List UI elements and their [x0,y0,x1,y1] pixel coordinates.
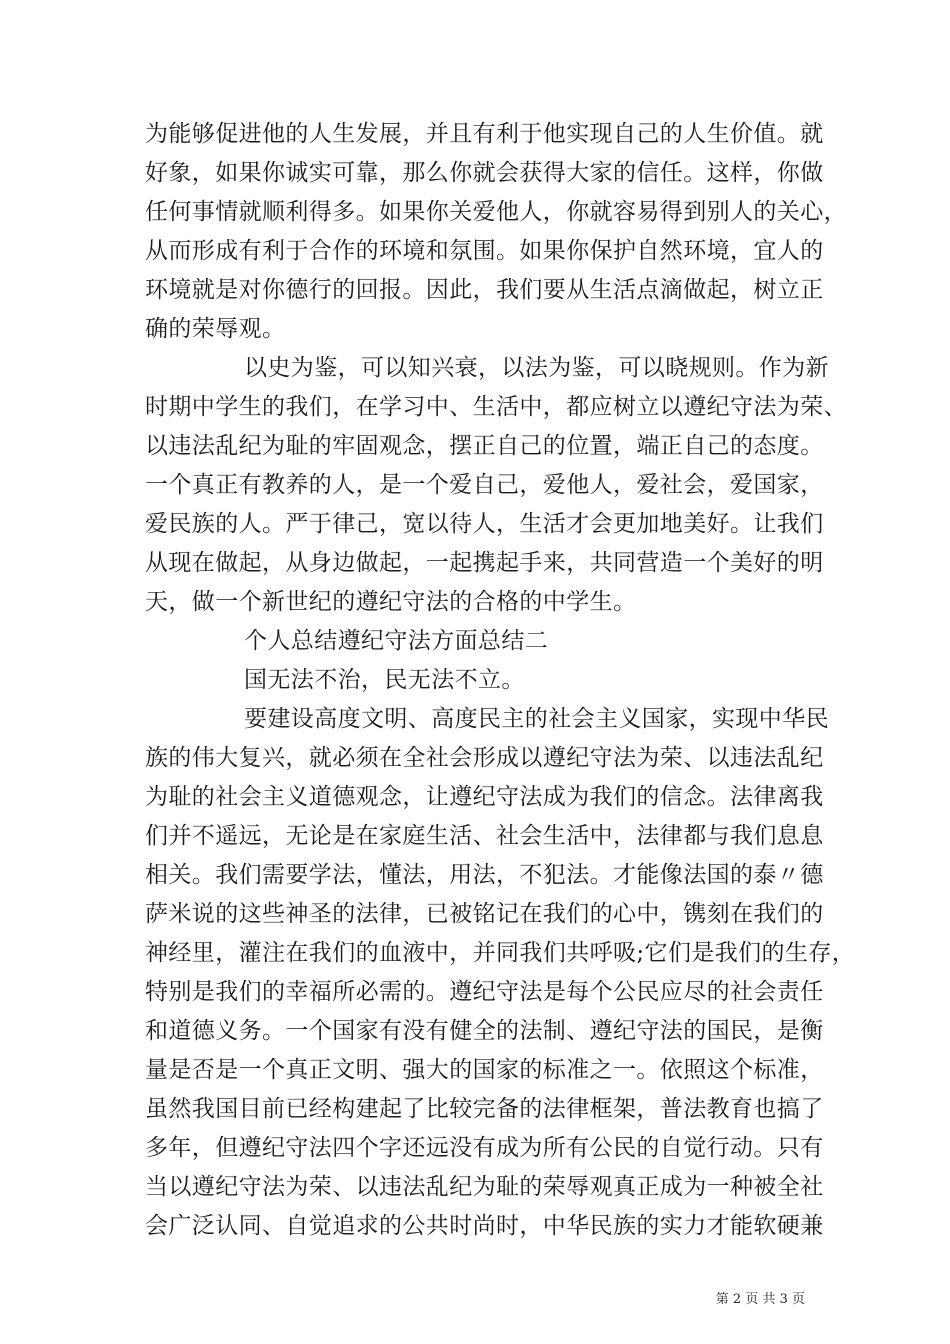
text-line: 从现在做起，从身边做起，一起携起手来，共同营造一个美好的明 [145,550,824,576]
text-line: 从而形成有利于合作的环境和氛围。如果你保护自然环境，宜人的 [145,238,824,264]
text-line: 相关。我们需要学法，懂法，用法，不犯法。才能像法国的泰〃德 [145,862,824,888]
page-number-footer: 第 2 页 共 3 页 [715,1292,805,1307]
text-line: 时期中学生的我们，在学习中、生活中，都应树立以遵纪守法为荣、 [145,394,847,420]
text-line: 萨米说的这些神圣的法律，已被铭记在我们的心中，镌刻在我们的 [145,901,824,927]
text-line: 神经里，灌注在我们的血液中，并同我们共呼吸;它们是我们的生存， [145,940,856,966]
text-line: 为能够促进他的人生发展，并且有利于他实现自己的人生价值。就 [145,121,824,147]
text-line: 以违法乱纪为耻的牢固观念，摆正自己的位置，端正自己的态度。 [145,433,824,459]
paragraph-start-line: 国无法不治，民无法不立。 [244,667,525,693]
text-line: 任何事情就顺利得多。如果你关爱他人，你就容易得到别人的关心， [145,199,847,225]
text-line: 天，做一个新世纪的遵纪守法的合格的中学生。 [145,589,637,615]
text-line: 一个真正有教养的人，是一个爱自己，爱他人，爱社会，爱国家， [145,472,824,498]
text-line: 们并不遥远，无论是在家庭生活、社会生活中，法律都与我们息息 [145,823,824,849]
section-heading: 个人总结遵纪守法方面总结二 [244,628,549,654]
paragraph-start-line: 以史为鉴，可以知兴衰，以法为鉴，可以晓规则。作为新 [244,355,829,381]
text-line: 确的荣辱观。 [145,316,286,342]
paragraph-start-line: 要建设高度文明、高度民主的社会主义国家，实现中华民 [244,706,829,732]
text-line: 特别是我们的幸福所必需的。遵纪守法是每个公民应尽的社会责任 [145,979,824,1005]
text-line: 为耻的社会主义道德观念，让遵纪守法成为我们的信念。法律离我 [145,784,824,810]
text-line: 会广泛认同、自觉追求的公共时尚时，中华民族的实力才能软硬兼 [145,1213,824,1239]
text-line: 虽然我国目前已经构建起了比较完备的法律框架，普法教育也搞了 [145,1096,824,1122]
text-line: 爱民族的人。严于律己，宽以待人，生活才会更加地美好。让我们 [145,511,824,537]
text-line: 量是否是一个真正文明、强大的国家的标准之一。依照这个标准， [145,1057,824,1083]
text-line: 当以遵纪守法为荣、以违法乱纪为耻的荣辱观真正成为一种被全社 [145,1174,824,1200]
text-line: 环境就是对你德行的回报。因此，我们要从生活点滴做起，树立正 [145,277,824,303]
text-line: 多年，但遵纪守法四个字还远没有成为所有公民的自觉行动。只有 [145,1135,824,1161]
text-line: 族的伟大复兴，就必须在全社会形成以遵纪守法为荣、以违法乱纪 [145,745,824,771]
text-line: 好象，如果你诚实可靠，那么你就会获得大家的信任。这样，你做 [145,160,824,186]
text-line: 和道德义务。一个国家有没有健全的法制、遵纪守法的国民，是衡 [145,1018,824,1044]
